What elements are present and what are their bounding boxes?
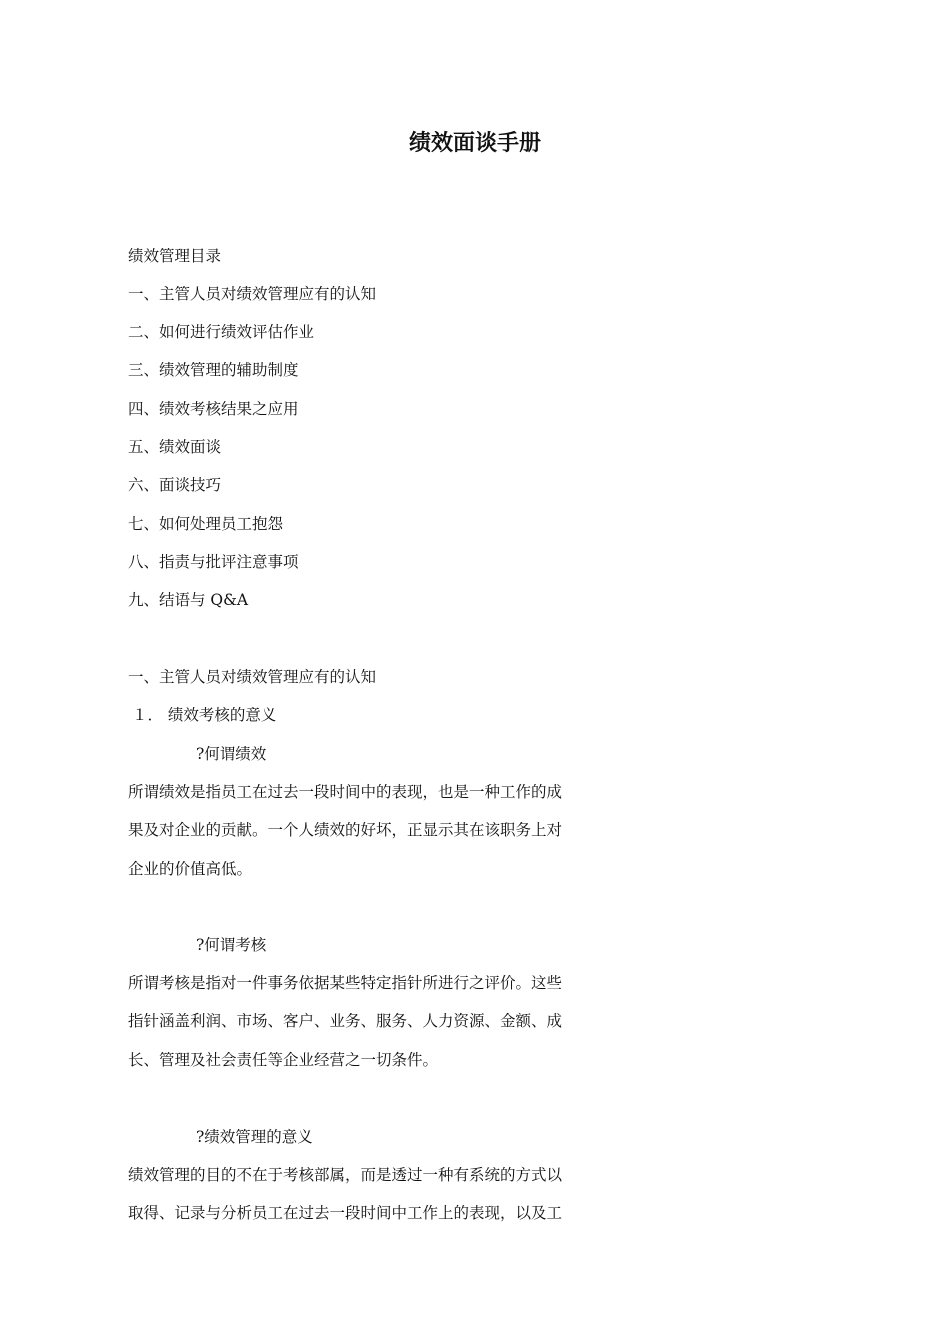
toc-item-3: 三、绩效管理的辅助制度 xyxy=(128,361,299,379)
paragraph-line: 所谓绩效是指员工在过去一段时间中的表现，也是一种工作的成 xyxy=(128,783,563,801)
paragraph-line: 取得、记录与分析员工在过去一段时间中工作上的表现，以及工 xyxy=(128,1204,563,1223)
toc-heading: 绩效管理目录 xyxy=(128,247,222,265)
paragraph-line: 果及对企业的贡献。一个人绩效的好坏，正显示其在该职务上对 xyxy=(128,821,563,840)
question-label-appraisal: ?何谓考核 xyxy=(196,936,267,954)
toc-item-4: 四、绩效考核结果之应用 xyxy=(128,400,299,418)
paragraph-line: 长、管理及社会责任等企业经营之一切条件。 xyxy=(128,1050,439,1069)
toc-item-8: 八、指责与批评注意事项 xyxy=(128,553,299,571)
document-title: 绩效面谈手册 xyxy=(408,131,541,156)
section-heading: 一、主管人员对绩效管理应有的认知 xyxy=(128,668,377,686)
paragraph-management xyxy=(128,1156,600,1233)
toc-item-7: 七、如何处理员工抱怨 xyxy=(128,515,284,533)
toc-item-5: 五、绩效面谈 xyxy=(128,438,222,456)
question-label-management: ?绩效管理的意义 xyxy=(196,1128,313,1146)
toc-item-9: 九、结语与 Q&A xyxy=(128,591,249,609)
toc-item-1: 一、主管人员对绩效管理应有的认知 xyxy=(128,285,377,303)
section-subheading: １． 绩效考核的意义 xyxy=(132,706,277,724)
question-label-performance: ?何谓绩效 xyxy=(196,745,267,763)
toc-item-2: 二、如何进行绩效评估作业 xyxy=(128,323,315,341)
paragraph-line: 指针涵盖利润、市场、客户、业务、服务、人力资源、金额、成 xyxy=(128,1012,563,1031)
paragraph-line: 绩效管理的目的不在于考核部属，而是透过一种有系统的方式以 xyxy=(128,1166,563,1184)
paragraph-line: 企业的价值高低。 xyxy=(128,859,253,878)
paragraph-appraisal xyxy=(128,964,600,1079)
paragraph-line: 所谓考核是指对一件事务依据某些特定指针所进行之评价。这些 xyxy=(128,974,563,992)
toc-item-6: 六、面谈技巧 xyxy=(128,476,222,494)
paragraph-performance xyxy=(128,773,600,888)
